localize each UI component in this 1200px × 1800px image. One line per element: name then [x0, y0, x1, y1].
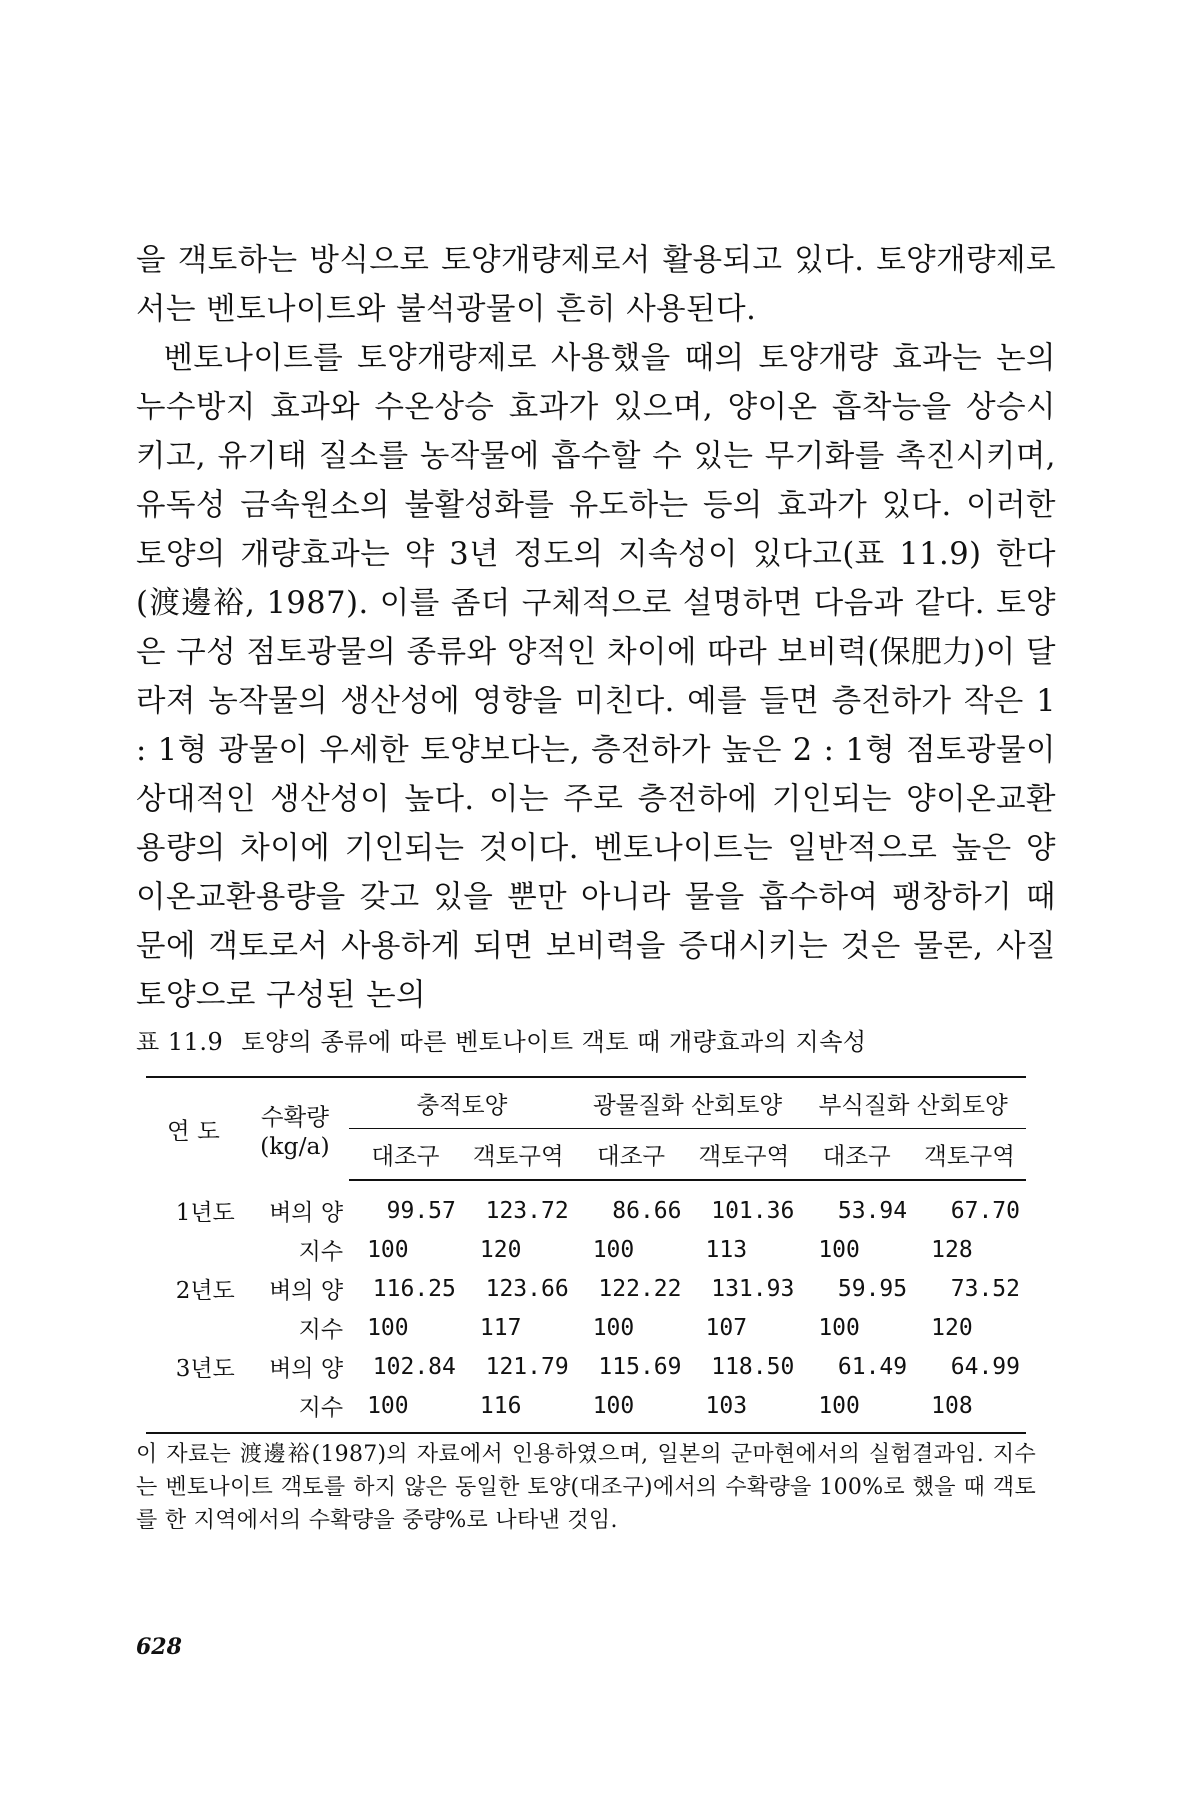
- cell-value: 107: [705, 1314, 748, 1341]
- paragraph: 을 객토하는 방식으로 토양개량제로서 활용되고 있다. 토양개량제로서는 벤토나이트와 불석광물이 흔히 사용된다.: [136, 243, 1056, 327]
- table-row: [146, 1308, 1026, 1347]
- table-note: 이 자료는 渡邊裕(1987)의 자료에서 인용하였으며, 일본의 군마현에서의 실험결과임. 지수는 벤토나이트 객토를 하지 않은 동일한 토양(대조구)에서의 수확량을 100%로 했을 때 객토를 한 지역에서의 수확량을 중량%로 나타낸 것임.: [136, 1442, 1036, 1533]
- paragraph: 벤토나이트를 토양개량제로 사용했을 때의 토양개량 효과는 논의 누수방지 효과와 수온상승 효과가 있으며, 양이온 흡착능을 상승시키고, 유기태 질소를 농작물에 흡수할 수 있는 무기화를 촉진시키며, 유독성 금속원소의 불활성화를 유도하는 등의 효과가 있다. 이러한 토양의 개량효과는 약 3년 정도의 지속성이 있다고(표 11.9) 한다(渡邊裕, 1987). 이를 좀더 구체적으로 설명하면 다음과 같다. 토양은 구성 점토광물의 종류와 양적인 차이에 따라 보비력(保肥力)이 달라져 농작물의 생산성에 영향을 미친다. 예를 들면 층전하가 작은 1 : 1형 광물이 우세한 토양보다는, 층전하가 높은 2 : 1형 점토광물이 상대적인 생산성이 높다. 이는 주로 층전하에 기인되는 양이온교환용량의 차이에 기인되는 것이다. 벤토나이트는 일반적으로 높은 양이온교환용량을 갖고 있을 뿐만 아니라 물을 흡수하여 팽창하기 때문에 객토로서 사용하게 되면 보비력을 증대시키는 것은 물론, 사질토양으로 구성된 논의: [136, 341, 1056, 1013]
- cell-value: 103: [688, 1386, 801, 1433]
- header-yield-line2: (kg/a): [260, 1132, 330, 1160]
- header-group: 부식질화 산회토양: [800, 1077, 1026, 1129]
- cell-value: 120: [479, 1236, 522, 1263]
- header-yield: [241, 1077, 349, 1180]
- cell-value: 101.36: [711, 1198, 795, 1224]
- cell-value: 99.57: [386, 1198, 456, 1224]
- table-caption-title: 토양의 종류에 따른 벤토나이트 객토 때 개량효과의 지속성: [241, 1028, 867, 1056]
- cell-year: [146, 1386, 241, 1433]
- cell-item: 벼의 양: [269, 1278, 344, 1304]
- cell-value: 123.66: [485, 1275, 569, 1302]
- header-subcol: 대조구: [800, 1129, 913, 1181]
- cell-value: 100: [592, 1314, 635, 1341]
- cell-value: 116.25: [372, 1275, 456, 1302]
- cell-value: 100: [800, 1386, 913, 1433]
- cell-value: 100: [575, 1386, 688, 1433]
- cell-year: 3년도: [175, 1356, 235, 1382]
- cell-value: 86.66: [612, 1198, 682, 1224]
- header-subcol: 객토구역: [688, 1129, 801, 1181]
- cell-value: 100: [818, 1236, 860, 1263]
- cell-item: 지수: [241, 1386, 349, 1433]
- cell-value: 100: [818, 1314, 860, 1341]
- table-row: [146, 1180, 1026, 1230]
- cell-value: 117: [479, 1314, 522, 1341]
- cell-value: 100: [592, 1236, 635, 1263]
- cell-value: 131.93: [711, 1275, 795, 1302]
- cell-item: 지수: [298, 1239, 344, 1265]
- cell-year: [146, 1230, 241, 1269]
- table-row: [146, 1386, 1026, 1433]
- cell-value: 120: [931, 1314, 973, 1341]
- cell-value: 118.50: [711, 1353, 795, 1380]
- header-subcol: 대조구: [349, 1129, 462, 1181]
- cell-value: 123.72: [485, 1198, 569, 1224]
- cell-value: 128: [931, 1236, 973, 1263]
- header-group: 광물질화 산회토양: [575, 1077, 801, 1129]
- table-row: [146, 1230, 1026, 1269]
- cell-item: 벼의 양: [269, 1200, 344, 1226]
- cell-item: 벼의 양: [269, 1356, 344, 1382]
- table-caption: [136, 1022, 1056, 1057]
- cell-value: 73.52: [950, 1275, 1020, 1302]
- cell-value: 113: [705, 1236, 748, 1263]
- cell-year: 1년도: [175, 1200, 235, 1226]
- cell-value: 61.49: [837, 1353, 908, 1380]
- cell-value: 100: [367, 1236, 409, 1263]
- cell-year: 2년도: [175, 1278, 235, 1304]
- cell-value: 122.22: [598, 1275, 682, 1302]
- cell-value: 67.70: [950, 1198, 1020, 1224]
- table-row: [146, 1347, 1026, 1386]
- header-subcol: 객토구역: [913, 1129, 1026, 1181]
- cell-value: 121.79: [485, 1353, 569, 1380]
- cell-value: 64.99: [950, 1353, 1020, 1380]
- body-text: [136, 236, 1056, 1020]
- cell-value: 102.84: [372, 1353, 456, 1380]
- cell-value: 108: [913, 1386, 1026, 1433]
- header-subcol: 대조구: [575, 1129, 688, 1181]
- cell-item: 지수: [298, 1317, 344, 1343]
- cell-value: 115.69: [598, 1353, 682, 1380]
- table-caption-number: 표 11.9: [136, 1028, 224, 1056]
- header-subcol: 객토구역: [462, 1129, 575, 1181]
- cell-value: 53.94: [837, 1198, 908, 1224]
- header-year: 연 도: [146, 1077, 241, 1180]
- cell-value: 100: [349, 1386, 462, 1433]
- page-number: 628: [136, 1634, 182, 1660]
- header-group: 충적토양: [349, 1077, 575, 1129]
- header-yield-line1: 수확량: [260, 1103, 329, 1131]
- cell-value: 116: [462, 1386, 575, 1433]
- table-row: [146, 1269, 1026, 1308]
- cell-value: 100: [367, 1314, 409, 1341]
- data-table: [146, 1076, 1026, 1434]
- cell-year: [146, 1308, 241, 1347]
- cell-value: 59.95: [837, 1275, 908, 1302]
